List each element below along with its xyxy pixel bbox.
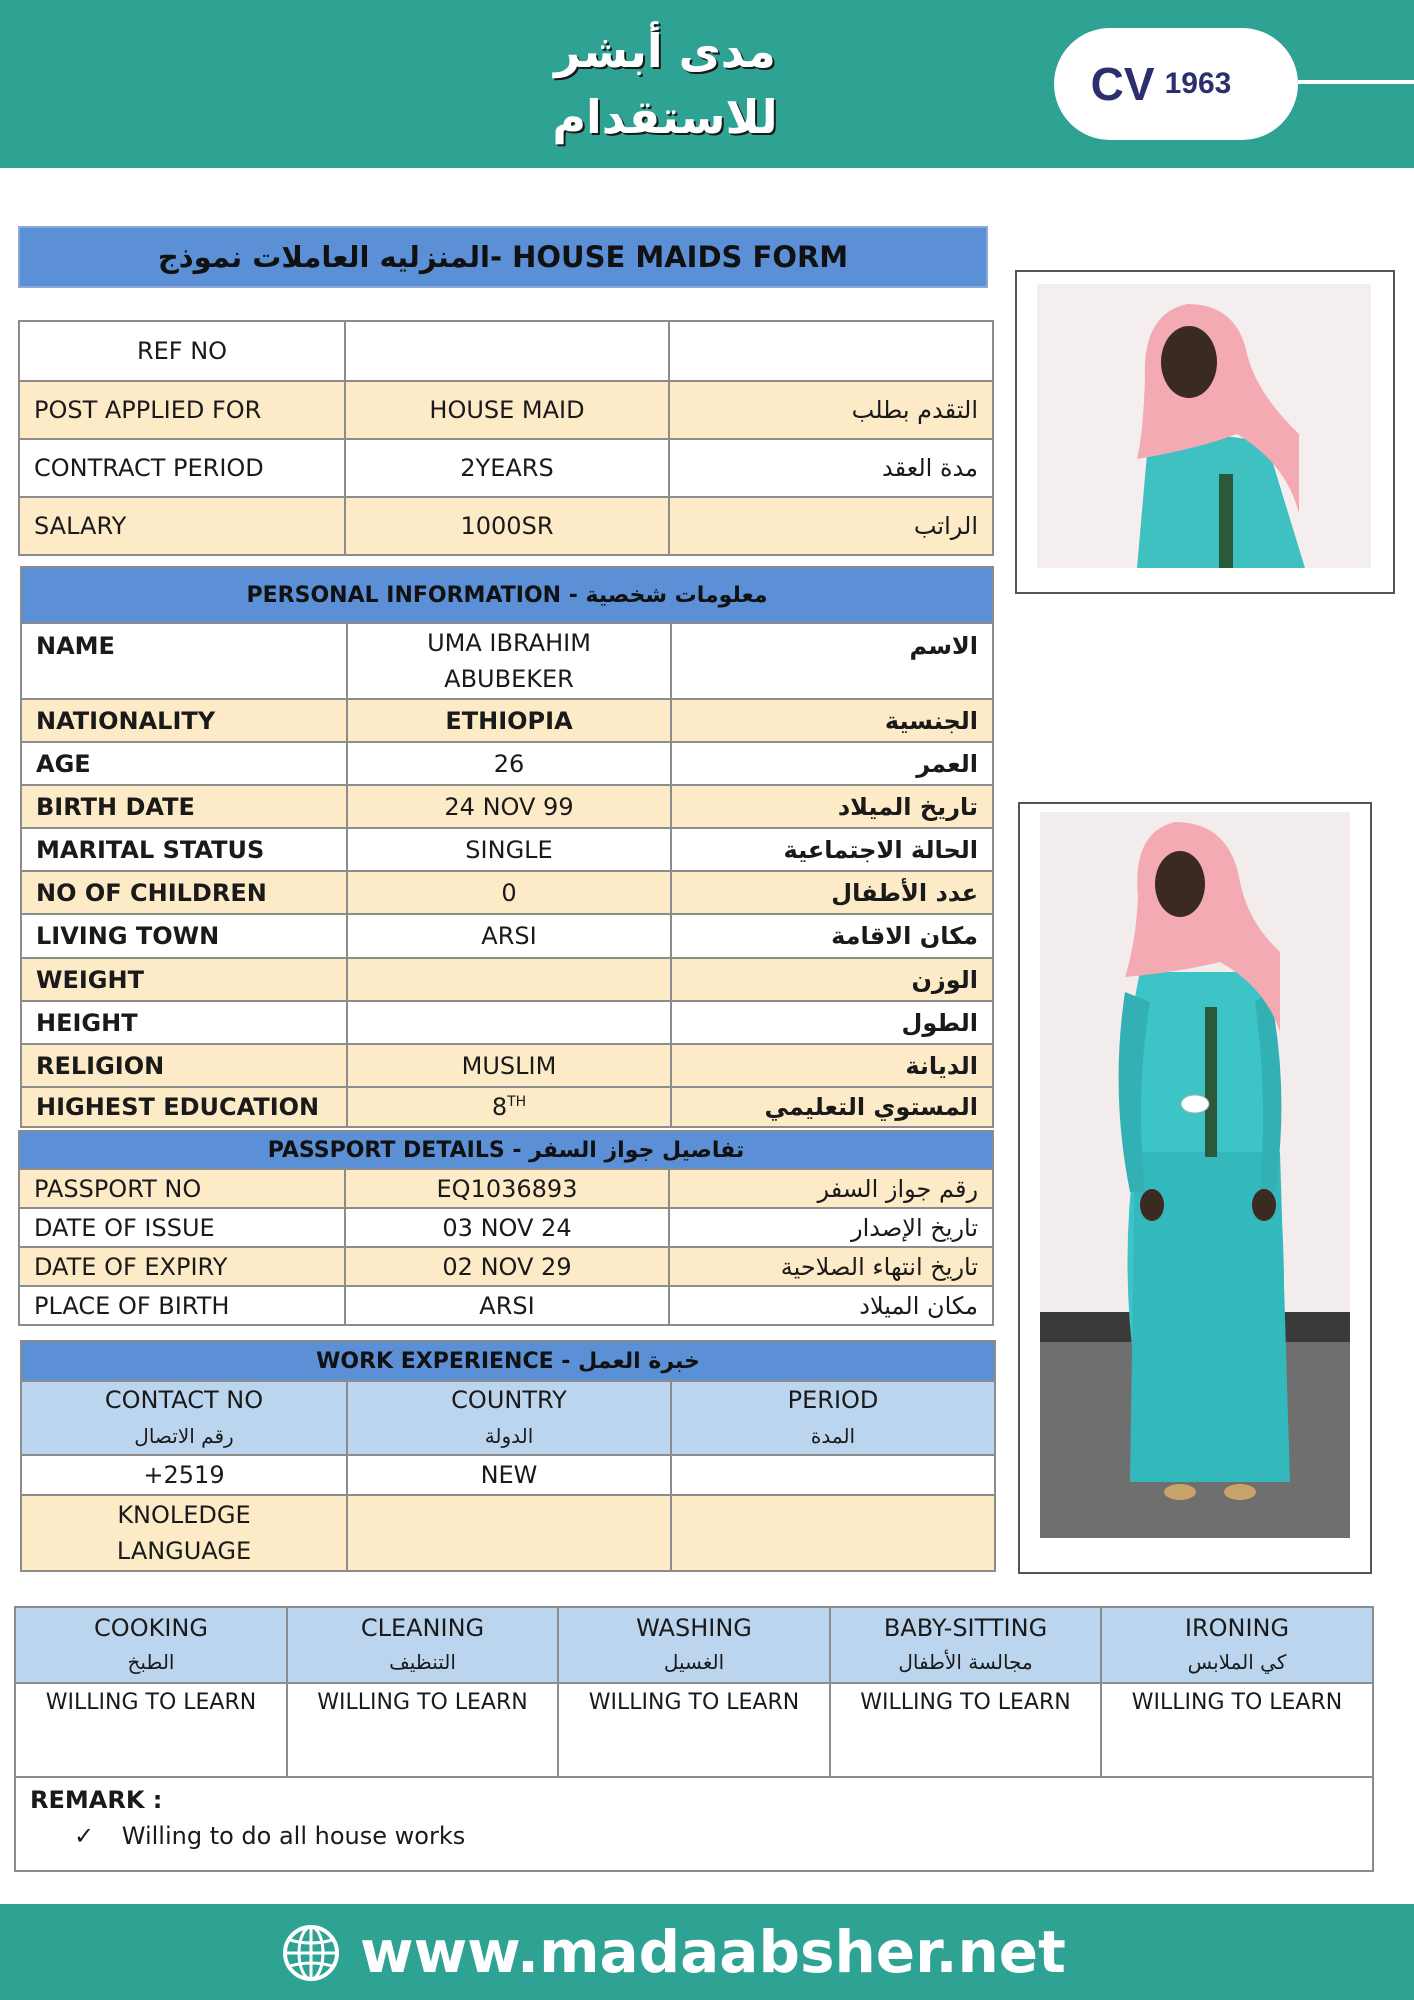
post-label: POST APPLIED FOR xyxy=(19,381,345,439)
brand-line-2: للاستقدام xyxy=(552,90,778,144)
cv-number: 1963 xyxy=(1164,67,1232,100)
birth-place-arabic: مكان الميلاد xyxy=(669,1286,993,1325)
skill-cooking-level: WILLING TO LEARN xyxy=(15,1683,287,1777)
height-label: HEIGHT xyxy=(21,1001,347,1044)
skill-ironing-level: WILLING TO LEARN xyxy=(1101,1683,1373,1777)
table-row xyxy=(21,1044,993,1087)
table-row xyxy=(21,1001,993,1044)
table-row xyxy=(21,1087,993,1127)
personal-info-table xyxy=(20,566,994,1128)
skill-cooking xyxy=(15,1607,287,1683)
education-label: HIGHEST EDUCATION xyxy=(21,1087,347,1127)
check-icon: ✓ xyxy=(74,1822,95,1850)
education-value-main: 8 xyxy=(491,1093,508,1121)
country-header-ar: الدولة xyxy=(484,1424,534,1448)
religion-value: MUSLIM xyxy=(347,1044,671,1087)
skill-ironing-ar: كي الملابس xyxy=(1187,1650,1287,1674)
issue-date-label: DATE OF ISSUE xyxy=(19,1208,345,1247)
header-divider xyxy=(1298,80,1414,84)
skill-ironing-en: IRONING xyxy=(1184,1614,1290,1642)
table-row xyxy=(21,742,993,785)
globe-icon xyxy=(282,1924,340,1982)
salary-value: 1000SR xyxy=(345,497,669,555)
country-value: NEW xyxy=(347,1455,671,1495)
nationality-label: NATIONALITY xyxy=(21,699,347,742)
name-value: UMA IBRAHIM ABUBEKER xyxy=(347,623,671,699)
birth-date-label: BIRTH DATE xyxy=(21,785,347,828)
passport-no-value: EQ1036893 xyxy=(345,1169,669,1208)
skills-level-row xyxy=(15,1683,1373,1777)
expiry-date-label: DATE OF EXPIRY xyxy=(19,1247,345,1286)
table-row xyxy=(19,1169,993,1208)
town-value: ARSI xyxy=(347,914,671,958)
post-value: HOUSE MAID xyxy=(345,381,669,439)
passport-title: PASSPORT DETAILS - تفاصيل جواز السفر xyxy=(19,1131,993,1169)
headshot-illustration xyxy=(1037,284,1371,568)
table-row xyxy=(19,321,993,381)
table-row xyxy=(21,958,993,1001)
brand-name xyxy=(470,18,860,150)
skill-baby-sitting xyxy=(830,1607,1101,1683)
contact-header-en: CONTACT NO xyxy=(104,1386,264,1414)
skill-washing xyxy=(558,1607,830,1683)
table-row xyxy=(19,1247,993,1286)
age-arabic: العمر xyxy=(671,742,993,785)
contact-header-ar: رقم الاتصال xyxy=(134,1424,234,1448)
ref-no-label: REF NO xyxy=(19,321,345,381)
brand-line-1: مدى أبشر xyxy=(554,24,776,78)
marital-label: MARITAL STATUS xyxy=(21,828,347,871)
skill-ironing xyxy=(1101,1607,1373,1683)
birth-date-value: 24 NOV 99 xyxy=(347,785,671,828)
expiry-date-arabic: تاريخ انتهاء الصلاحية xyxy=(669,1247,993,1286)
height-arabic: الطول xyxy=(671,1001,993,1044)
full-body-photo-frame xyxy=(1018,802,1372,1574)
children-arabic: عدد الأطفال xyxy=(671,871,993,914)
passport-no-arabic: رقم جواز السفر xyxy=(669,1169,993,1208)
section-header xyxy=(21,567,993,623)
name-arabic: الاسم xyxy=(671,623,993,699)
nationality-value: ETHIOPIA xyxy=(347,699,671,742)
age-label: AGE xyxy=(21,742,347,785)
knowledge-value-2 xyxy=(671,1495,995,1571)
religion-label: RELIGION xyxy=(21,1044,347,1087)
skill-baby-sitting-en: BABY-SITTING xyxy=(883,1614,1048,1642)
ref-no-arabic xyxy=(669,321,993,381)
education-value xyxy=(347,1087,671,1127)
table-row xyxy=(19,1208,993,1247)
town-label: LIVING TOWN xyxy=(21,914,347,958)
issue-date-arabic: تاريخ الإصدار xyxy=(669,1208,993,1247)
contract-value: 2YEARS xyxy=(345,439,669,497)
full-body-photo xyxy=(1040,812,1350,1538)
remark-text: Willing to do all house works xyxy=(121,1822,466,1850)
contact-value: +2519 xyxy=(21,1455,347,1495)
marital-arabic: الحالة الاجتماعية xyxy=(671,828,993,871)
work-experience-table xyxy=(20,1340,996,1572)
skill-cleaning-ar: التنظيف xyxy=(389,1650,456,1674)
education-value-sup: TH xyxy=(507,1094,527,1110)
skills-table xyxy=(14,1606,1374,1872)
table-row xyxy=(21,871,993,914)
table-row xyxy=(19,381,993,439)
issue-date-value: 03 NOV 24 xyxy=(345,1208,669,1247)
website-link[interactable]: www.madaabsher.net xyxy=(360,1918,1066,1986)
work-title: WORK EXPERIENCE - خبرة العمل xyxy=(21,1341,995,1381)
contract-label: CONTRACT PERIOD xyxy=(19,439,345,497)
skill-cleaning-level: WILLING TO LEARN xyxy=(287,1683,558,1777)
remark-label: REMARK : xyxy=(30,1786,163,1814)
skills-header-row xyxy=(15,1607,1373,1683)
children-label: NO OF CHILDREN xyxy=(21,871,347,914)
weight-value xyxy=(347,958,671,1001)
salary-label: SALARY xyxy=(19,497,345,555)
table-row xyxy=(19,497,993,555)
birth-place-label: PLACE OF BIRTH xyxy=(19,1286,345,1325)
town-arabic: مكان الاقامة xyxy=(671,914,993,958)
table-row xyxy=(21,623,993,699)
table-row xyxy=(19,1286,993,1325)
section-header xyxy=(21,1341,995,1381)
skill-baby-sitting-ar: مجالسة الأطفال xyxy=(898,1650,1033,1674)
ref-no-value xyxy=(345,321,669,381)
skill-washing-en: WASHING xyxy=(636,1614,752,1642)
marital-value: SINGLE xyxy=(347,828,671,871)
weight-arabic: الوزن xyxy=(671,958,993,1001)
skill-washing-ar: الغسيل xyxy=(663,1650,725,1674)
skill-cleaning-en: CLEANING xyxy=(360,1614,485,1642)
skill-washing-level: WILLING TO LEARN xyxy=(558,1683,830,1777)
cv-label: CV xyxy=(1090,58,1155,110)
name-label: NAME xyxy=(21,623,347,699)
birth-place-value: ARSI xyxy=(345,1286,669,1325)
knowledge-label xyxy=(21,1495,347,1571)
expiry-date-value: 02 NOV 29 xyxy=(345,1247,669,1286)
age-value: 26 xyxy=(347,742,671,785)
passport-no-label: PASSPORT NO xyxy=(19,1169,345,1208)
table-row xyxy=(21,1455,995,1495)
remark-cell xyxy=(15,1777,1373,1871)
table-row xyxy=(21,914,993,958)
skill-cooking-en: COOKING xyxy=(94,1614,208,1642)
weight-label: WEIGHT xyxy=(21,958,347,1001)
post-arabic: التقدم بطلب xyxy=(669,381,993,439)
contract-arabic: مدة العقد xyxy=(669,439,993,497)
birth-date-arabic: تاريخ الميلاد xyxy=(671,785,993,828)
nationality-arabic: الجنسية xyxy=(671,699,993,742)
religion-arabic: الديانة xyxy=(671,1044,993,1087)
height-value xyxy=(347,1001,671,1044)
personal-title: PERSONAL INFORMATION - معلومات شخصية xyxy=(21,567,993,623)
section-header xyxy=(19,1131,993,1169)
period-header xyxy=(671,1381,995,1455)
headshot-photo-frame xyxy=(1015,270,1395,594)
skill-cooking-ar: الطبخ xyxy=(127,1650,175,1674)
salary-arabic: الراتب xyxy=(669,497,993,555)
skill-baby-sitting-level: WILLING TO LEARN xyxy=(830,1683,1101,1777)
country-header-en: COUNTRY xyxy=(451,1386,567,1414)
table-row xyxy=(21,1381,995,1455)
knowledge-value-1 xyxy=(347,1495,671,1571)
country-header xyxy=(347,1381,671,1455)
children-value: 0 xyxy=(347,871,671,914)
remark-item xyxy=(30,1822,1358,1850)
remark-row xyxy=(15,1777,1373,1871)
period-header-ar: المدة xyxy=(810,1424,856,1448)
period-header-en: PERIOD xyxy=(787,1386,879,1414)
table-row xyxy=(19,439,993,497)
contact-header xyxy=(21,1381,347,1455)
application-table xyxy=(18,320,994,556)
cv-badge xyxy=(1054,28,1298,140)
passport-table xyxy=(18,1130,994,1326)
form-title: المنزليه العاملات نموذج- HOUSE MAIDS FORM xyxy=(18,226,988,288)
table-row xyxy=(21,828,993,871)
knowledge-label-line2: LANGUAGE xyxy=(116,1537,252,1565)
table-row xyxy=(21,699,993,742)
education-arabic: المستوي التعليمي xyxy=(671,1087,993,1127)
table-row xyxy=(21,1495,995,1571)
headshot-photo xyxy=(1037,284,1371,568)
full-body-illustration xyxy=(1040,812,1350,1538)
skill-cleaning xyxy=(287,1607,558,1683)
period-value xyxy=(671,1455,995,1495)
knowledge-label-line1: KNOLEDGE xyxy=(117,1501,251,1529)
table-row xyxy=(21,785,993,828)
